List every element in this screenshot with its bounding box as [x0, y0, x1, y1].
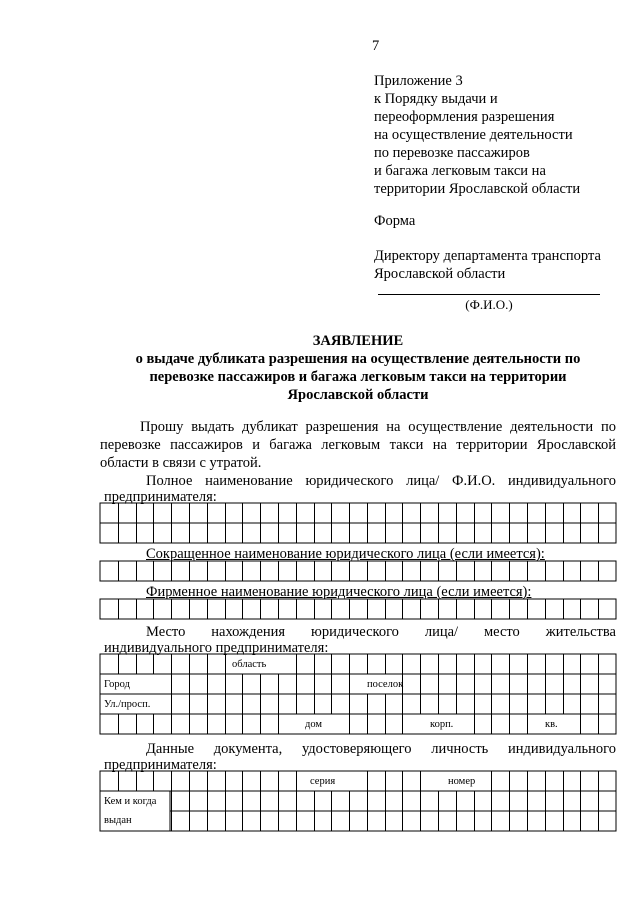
appendix-line: переоформления разрешения — [374, 109, 555, 125]
word: на — [386, 419, 401, 435]
word: Полное — [146, 473, 193, 489]
word: легковым — [321, 437, 381, 453]
issued-by-label: выдан — [104, 815, 132, 826]
building-label: корп. — [430, 719, 454, 730]
appendix-block — [374, 72, 580, 198]
appendix-line: и багажа легковым такси на — [374, 163, 546, 179]
word: Ф.И.О. — [452, 473, 496, 489]
word: Прошу — [140, 419, 184, 435]
word: пассажиров — [170, 437, 243, 453]
word: территории — [456, 437, 528, 453]
form-label: Форма — [374, 213, 416, 229]
word: место — [483, 624, 520, 640]
addressee-line: Директору департамента транспорта — [374, 248, 601, 264]
word: Место — [146, 624, 186, 640]
appendix-line: по перевозке пассажиров — [374, 145, 530, 161]
word: индивидуального — [508, 473, 616, 489]
word: Ярославской — [536, 437, 616, 453]
city-label: Город — [104, 679, 130, 690]
fio-signature-line — [378, 294, 600, 295]
short-name-grid[interactable] — [100, 561, 617, 582]
word: жительства — [545, 624, 616, 640]
intro-line-1 — [140, 418, 616, 436]
series-label: серия — [310, 776, 336, 787]
addressee-line: Ярославской области — [374, 266, 506, 282]
document-subtitle: перевозке пассажиров и багажа легковым такси на территории — [149, 369, 567, 385]
street-label: Ул./просп. — [104, 699, 151, 710]
location-line-2: индивидуального предпринимателя: — [104, 640, 329, 656]
word: удостоверяющего — [301, 741, 412, 757]
page-number: 7 — [372, 38, 380, 54]
appendix-line: к Порядку выдачи и — [374, 91, 498, 107]
region-label: область — [232, 659, 267, 670]
full-name-line-2: предпринимателя: — [104, 489, 217, 505]
word: на — [432, 437, 447, 453]
appendix-line: Приложение 3 — [374, 73, 463, 89]
intro-line-3: области в связи с утратой. — [100, 455, 262, 471]
full-name-grid[interactable] — [100, 503, 617, 544]
number-label: номер — [448, 776, 476, 787]
document-subtitle: Ярославской области — [287, 387, 429, 403]
word: деятельности — [510, 419, 594, 435]
word: перевозке — [100, 437, 161, 453]
house-label: дом — [305, 719, 323, 730]
word: нахождения — [211, 624, 286, 640]
document-title: ЗАЯВЛЕНИЕ — [312, 333, 404, 349]
settlement-label: поселок — [367, 679, 404, 690]
word: наименование — [205, 473, 293, 489]
short-name-label: Сокращенное наименование юридического лица (если имеется): — [146, 546, 545, 562]
word: осуществление — [408, 419, 503, 435]
word: такси — [389, 437, 424, 453]
word: дубликат — [242, 419, 298, 435]
fio-caption: (Ф.И.О.) — [465, 297, 513, 312]
intro-line-2 — [100, 436, 616, 454]
word: багажа — [269, 437, 312, 453]
word: и — [252, 437, 260, 453]
word: выдать — [191, 419, 235, 435]
word: индивидуального — [507, 741, 616, 757]
brand-name-label: Фирменное наименование юридического лица (если имеется): — [146, 584, 532, 600]
word: разрешения — [305, 419, 379, 435]
word: юридического — [311, 624, 399, 640]
word: документа, — [213, 741, 283, 757]
identity-document-grid[interactable] — [100, 771, 617, 832]
word: личность — [431, 741, 489, 757]
word: юридического — [305, 473, 394, 489]
address-grid[interactable] — [100, 654, 617, 735]
document-line-2: предпринимателя: — [104, 757, 217, 773]
word: лица/ — [406, 473, 440, 489]
document-subtitle: о выдаче дубликата разрешения на осуществление деятельности по — [135, 351, 581, 367]
appendix-line: территории Ярославской области — [374, 181, 581, 197]
word: Данные — [146, 741, 195, 757]
issued-by-label: Кем и когда — [104, 796, 157, 807]
brand-name-grid[interactable] — [100, 599, 617, 620]
word: лица/ — [424, 624, 459, 640]
word: по — [600, 419, 616, 435]
appendix-line: на осуществление деятельности — [374, 127, 573, 143]
apartment-label: кв. — [545, 719, 558, 730]
